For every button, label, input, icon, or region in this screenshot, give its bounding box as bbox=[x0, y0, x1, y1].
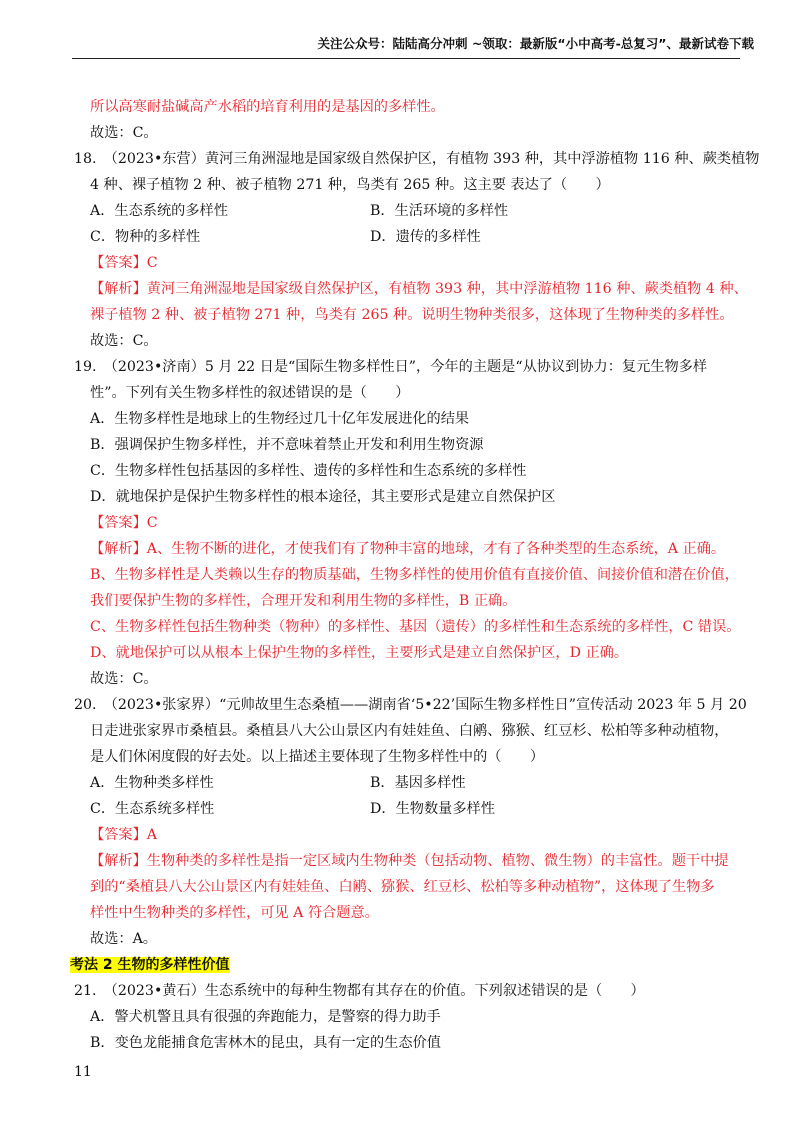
q18-option-d: D．遗传的多样性 bbox=[370, 229, 481, 245]
q18-analysis-2: 裸子植物 2 种、被子植物 271 种，鸟类有 265 种。说明生物种类很多，这体现了生物种类的多样性。 bbox=[90, 307, 734, 323]
q19-option-b: B．强调保护生物多样性，并不意味着禁止开发和利用生物资源 bbox=[90, 437, 484, 453]
answer-tag: 【答案】 bbox=[90, 827, 147, 843]
q20-options-row-1 bbox=[74, 770, 740, 796]
q20-conclusion: 故选：A。 bbox=[90, 931, 157, 947]
q19-stem-2: 性”。下列有关生物多样性的叙述错误的是（ ） bbox=[90, 385, 410, 401]
q18-stem-2: 4 种、裸子植物 2 种、被子植物 271 种，鸟类有 265 种。这主要 表达了（ ） bbox=[90, 177, 610, 193]
question-19 bbox=[74, 354, 740, 692]
q21-option-b: B．变色龙能捕食危害林木的昆虫，具有一定的生态价值 bbox=[90, 1035, 441, 1051]
q19-option-d: D．就地保护是保护生物多样性的根本途径，其主要形式是建立自然保护区 bbox=[90, 489, 556, 505]
q18-analysis-text-1: 黄河三角洲湿地是国家级自然保护区，有植物 393 种，其中浮游植物 116 种、蕨类植物 4 种、 bbox=[146, 281, 748, 297]
section-heading-text: 考法 2 生物的多样性价值 bbox=[70, 957, 230, 973]
question-21 bbox=[74, 978, 740, 1056]
q19-conclusion: 故选：C。 bbox=[90, 671, 158, 687]
page-header: 关注公众号：陆陆高分冲刺 ~领取：最新版“小中高考-总复习”、最新试卷下载 bbox=[317, 36, 754, 51]
q18-conclusion: 故选：C。 bbox=[90, 333, 158, 349]
q19-analysis-4: C、生物多样性包括生物种类（物种）的多样性、基因（遗传）的多样性和生态系统的多样性，C 错误。 bbox=[90, 619, 741, 635]
q20-stem-1: 20. （2023•张家界）“元帅故里生态桑植——湖南省‘5•22’国际生物多样性日”宣传活动 2023 年 5 月 20 bbox=[74, 697, 747, 713]
q18-answer bbox=[74, 250, 740, 276]
q19-analysis-text-1: A、生物不断的进化，才使我们有了物种丰富的地球，才有了各种类型的生态系统，A 正确。 bbox=[146, 541, 726, 557]
q18-options-row-1 bbox=[74, 198, 740, 224]
q18-stem-1: 18. （2023•东营）黄河三角洲湿地是国家级自然保护区，有植物 393 种，其中浮游植物 116 种、蕨类植物 bbox=[74, 151, 760, 167]
q20-answer bbox=[74, 822, 740, 848]
q19-analysis-3: 我们要保护生物的多样性，合理开发和利用生物的多样性，B 正确。 bbox=[90, 593, 517, 609]
q19-analysis-1 bbox=[74, 536, 740, 562]
analysis-tag: 【解析】 bbox=[90, 281, 147, 297]
q18-option-a: A．生态系统的多样性 bbox=[90, 203, 228, 219]
analysis-tag: 【解析】 bbox=[90, 853, 147, 869]
q19-analysis-5: D、就地保护可以从根本上保护生物的多样性，主要形式是建立自然保护区，D 正确。 bbox=[90, 645, 629, 661]
q20-option-c: C．生态系统多样性 bbox=[90, 801, 215, 817]
q18-option-c: C．物种的多样性 bbox=[90, 229, 201, 245]
q19-option-a: A．生物多样性是地球上的生物经过几十亿年发展进化的结果 bbox=[90, 411, 470, 427]
q20-options-row-2 bbox=[74, 796, 740, 822]
question-20 bbox=[74, 692, 747, 952]
q20-stem-3: 是人们休闲度假的好去处。以上描述主要体现了生物多样性中的（ ） bbox=[90, 749, 545, 765]
q20-analysis-2: 到的“桑植县八大公山景区内有娃娃鱼、白鹇、猕猴、红豆杉、松柏等多种动植物”，这体现了生物多 bbox=[90, 879, 715, 895]
q18-analysis-1 bbox=[74, 276, 748, 302]
q18-option-b: B．生活环境的多样性 bbox=[370, 203, 509, 219]
q20-analysis-1 bbox=[74, 848, 740, 874]
q20-analysis-text-1: 生物种类的多样性是指一定区域内生物种类（包括动物、植物、微生物）的丰富性。题干中提 bbox=[146, 853, 729, 869]
q20-option-a: A．生物种类多样性 bbox=[90, 775, 214, 791]
q19-option-c: C．生物多样性包括基因的多样性、遗传的多样性和生态系统的多样性 bbox=[90, 463, 527, 479]
q20-option-b: B．基因多样性 bbox=[370, 775, 466, 791]
section-heading bbox=[70, 952, 740, 978]
q18-answer-value: C bbox=[146, 255, 158, 271]
page-number: 11 bbox=[74, 1064, 92, 1080]
prev-analysis-text: 所以高寒耐盐碱高产水稻的培育利用的是基因的多样性。 bbox=[90, 99, 445, 115]
q19-answer bbox=[74, 510, 740, 536]
question-18 bbox=[74, 146, 760, 354]
document-body bbox=[70, 94, 760, 1056]
q19-analysis-2: B、生物多样性是人类赖以生存的物质基础，生物多样性的使用价值有直接价值、间接价值和潜在价值， bbox=[90, 567, 739, 583]
answer-tag: 【答案】 bbox=[90, 255, 147, 271]
q21-stem-1: 21. （2023•黄石）生态系统中的每种生物都有其存在的价值。下列叙述错误的是（ ） bbox=[74, 983, 645, 999]
q20-analysis-3: 样性中生物种类的多样性，可见 A 符合题意。 bbox=[90, 905, 379, 921]
q19-stem-1: 19. （2023•济南）5 月 22 日是“国际生物多样性日”，今年的主题是“从协议到协力：复元生物多样 bbox=[74, 359, 708, 375]
answer-tag: 【答案】 bbox=[90, 515, 147, 531]
prev-conclusion: 故选：C。 bbox=[90, 125, 158, 141]
q19-answer-value: C bbox=[146, 515, 158, 531]
header-divider bbox=[72, 58, 740, 59]
analysis-tag: 【解析】 bbox=[90, 541, 147, 557]
q20-stem-2: 日走进张家界市桑植县。桑植县八大公山景区内有娃娃鱼、白鹇、猕猴、红豆杉、松柏等多种动植物， bbox=[90, 723, 729, 739]
q20-option-d: D．生物数量多样性 bbox=[370, 801, 495, 817]
q18-options-row-2 bbox=[74, 224, 740, 250]
q21-option-a: A．警犬机警且具有很强的奔跑能力，是警察的得力助手 bbox=[90, 1009, 441, 1025]
q20-answer-value: A bbox=[146, 827, 158, 843]
